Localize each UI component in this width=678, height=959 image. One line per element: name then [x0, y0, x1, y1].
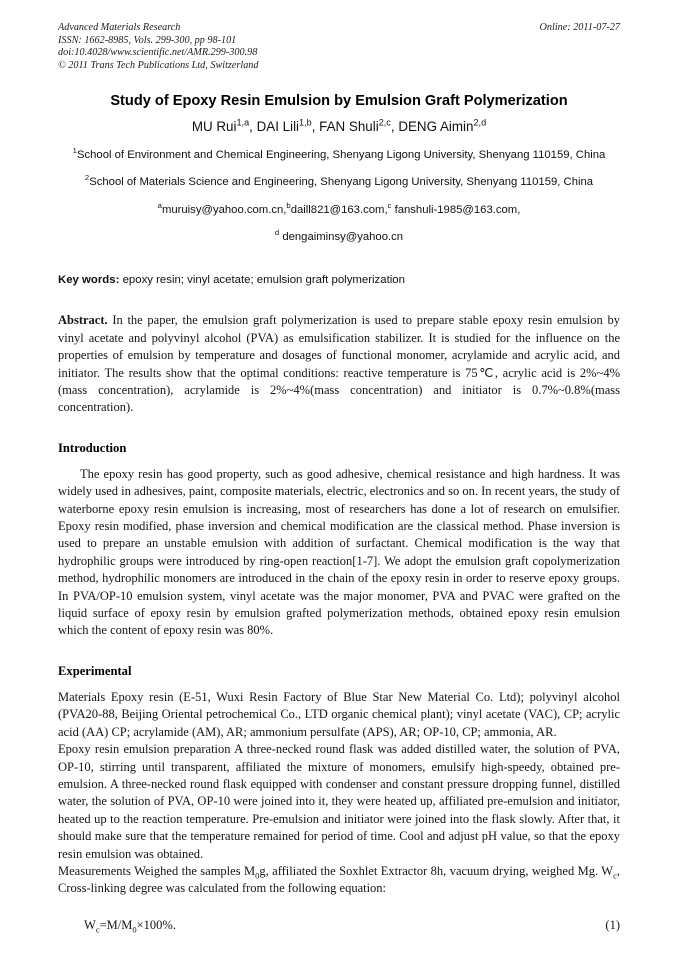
author-emails [58, 203, 620, 245]
materials-paragraph: Materials Epoxy resin (E-51, Wuxi Resin Factory of Blue Star New Material Co. Ltd); polyvinyl alcohol (PVA20-88, Beijing Oriental petrochemical Co., LTD organic chemical plant); vinyl acetate (VAC), CP; acrylic acid (AA) CP; acrylamide (AM), AR; ammonium persulfate (APS), AR; OP-10, CP; ammonia, AR. [58, 689, 620, 739]
keywords-label: Key words: [58, 274, 120, 287]
author-affil-marker: 2,c [378, 117, 391, 128]
email-line-1 [58, 203, 620, 219]
email-marker: b [286, 201, 291, 211]
section-heading-experimental: Experimental [58, 663, 132, 678]
author-item [398, 119, 486, 134]
author-name: DENG Aimin [398, 119, 474, 135]
email-marker: c [387, 201, 392, 211]
affiliation-text: School of Environment and Chemical Engineering, Shenyang Ligong University, Shenyang 110159, China [76, 149, 606, 162]
abstract-label: Abstract. [58, 313, 108, 328]
email-line-2 [58, 230, 620, 246]
email-marker: d [274, 228, 280, 238]
author-affil-marker: 1,a [236, 117, 250, 128]
measurements-prefix: Measurements Weighed the samples M [58, 863, 256, 878]
equation-tail: ×100%. [136, 917, 176, 932]
section-heading-introduction: Introduction [58, 440, 127, 455]
author-name: MU Rui [191, 119, 237, 135]
abstract-text: In the paper, the emulsion graft polymerization is used to prepare stable epoxy resin emulsion by vinyl acetate and polyvinyl alcohol (PVA) as emulsification stabilizer. It is studied for the influence on the properties of emulsion by temperature and dosages of functional monomer, acrylamide and acrylic acid, and initiator. The results show that the optimal conditions: reactive temperature is 75℃, acrylic acid is 2%~4%(mass concentration), acrylamide is 2%~4%(mass concentration) and initiator is 0.7%~0.8%(mass concentration). [58, 313, 620, 415]
online-date: Online: 2011-07-27 [539, 22, 620, 33]
keywords-text: epoxy resin; vinyl acetate; emulsion graft polymerization [119, 274, 405, 287]
affiliation-text: School of Materials Science and Engineering, Shenyang Ligong University, Shenyang 110159, China [89, 175, 594, 188]
paper-title: Study of Epoxy Resin Emulsion by Emulsion Graft Polymerization [110, 93, 568, 110]
keywords-block [58, 272, 620, 288]
affiliation-marker: 2 [84, 173, 90, 183]
abstract-block [58, 312, 620, 416]
affiliation-2 [58, 175, 620, 191]
affiliation-1 [58, 148, 620, 164]
equation-number: (1) [605, 917, 620, 932]
author-name: DAI Lili [256, 119, 300, 135]
email-marker: a [157, 201, 162, 211]
journal-name: Advanced Materials Research [58, 22, 181, 33]
equation-rhs: =M/M [99, 917, 133, 932]
author-item [257, 119, 312, 134]
preparation-paragraph: Epoxy resin emulsion preparation A three-necked round flask was added distilled water, the solution of PVA, OP-10, stirring until transparent, affiliated the mixture of monomers, emulsify high-speedy, obtained pre-emulsion. A three-necked round flask equipped with condenser and constant pressure dropping funnel, distilled water, the solution of PVA, OP-10 were joined into it, they were heated up, affiliated pre-emulsion and initiator, heated up to the reaction temperature. Pre-emulsion and initiator were joined into the flask slowly. After that, it should make sure that the temperature remained for period of time. Cool and adjust pH value, so that the epoxy resin emulsion was obtained. [58, 742, 620, 861]
measurements-subscript-c: c [613, 870, 617, 881]
affiliation-marker: 1 [72, 146, 77, 156]
equation-lhs-subscript: c [95, 924, 100, 935]
author-affil-marker: 1,b [299, 117, 312, 128]
author-name: FAN Shuli [319, 119, 379, 135]
email-address[interactable]: dengaiminsy@yahoo.cn [279, 230, 404, 243]
journal-issn-line: ISSN: 1662-8985, Vols. 299-300, pp 98-101 [58, 34, 237, 46]
journal-header [58, 22, 620, 72]
journal-doi-line: doi:10.4028/www.scientific.net/AMR.299-300.98 [58, 47, 258, 59]
author-item [319, 119, 391, 134]
equation-1 [58, 917, 620, 934]
email-address[interactable]: daill821@163.com, [290, 204, 388, 217]
measurements-paragraph [58, 863, 620, 898]
author-affil-marker: 2,d [473, 117, 487, 128]
author-list: MU Rui$^{1,a}$, DAI Lili$^{1,b}$, FAN Shuli$^{2,c}$, DENG Aimin$^{2,d}$ [191, 117, 487, 135]
equation-lhs: W [84, 917, 96, 932]
measurements-middle: g, affiliated the Soxhlet Extractor 8h, vacuum drying, weighed Mg. W [259, 863, 614, 878]
introduction-paragraph: The epoxy resin has good property, such as good adhesive, chemical resistance and high hardness. It was widely used in adhesives, paint, composite materials, electric, electronics and so on. In recent years, the study of waterborne epoxy resin emulsion is increasing, most of researchers has done a lot of research on emulsifier. Epoxy resin modified, phase inversion and chemical modification are the classical method. Phase inversion is used to prepare an unstable emulsion with addition of surfactant. Chemical modification is the way that hydrophilic groups were introduced by ring-open reaction[1-7]. We adopt the emulsion graft copolymerization method, hydrophilic monomers are introduced in the chain of the epoxy resin in order to reserve epoxy groups. In PVA/OP-10 emulsion system, vinyl acetate was the major monomer, PVA and PVAC were grafted on the liquid surface of epoxy resin by emulsion grafted polymerization methods, obtained epoxy resin emulsion which the content of epoxy resin was 80%. [58, 466, 620, 638]
measurements-suffix: , Cross-linking degree was calculated from the following equation: [58, 863, 620, 896]
email-address[interactable]: muruisy@yahoo.com.cn, [161, 204, 287, 217]
equation-rhs-subscript: 0 [132, 924, 137, 935]
measurements-subscript-zero: 0 [255, 870, 260, 881]
author-item [192, 119, 249, 134]
journal-copyright-line: © 2011 Trans Tech Publications Ltd, Switzerland [58, 59, 259, 71]
email-address[interactable]: fanshuli-1985@163.com, [391, 204, 521, 217]
